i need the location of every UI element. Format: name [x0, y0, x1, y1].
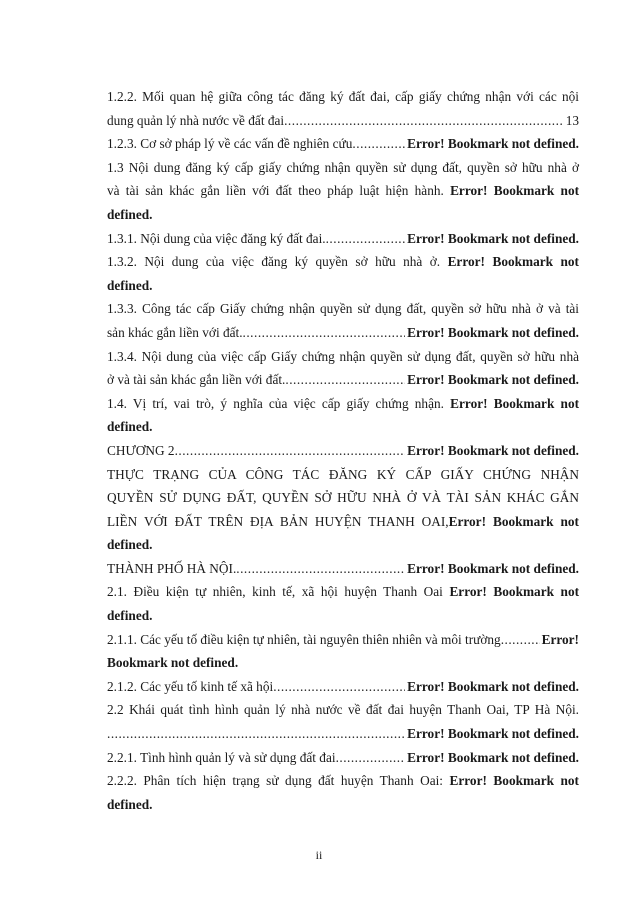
dot-leader — [243, 321, 406, 345]
toc-error-text: Bookmark — [492, 513, 554, 529]
dot-leader — [284, 109, 564, 133]
toc-error-text: defined. — [107, 537, 153, 553]
dot-leader — [501, 628, 540, 652]
dot-leader — [352, 132, 405, 156]
toc-error-text: defined. — [107, 608, 153, 624]
toc-entry-1-3-1[interactable] — [107, 227, 579, 251]
toc-entry-line: 1.3.2. Nội dung của việc đăng ký quyền sở hữu nhà ở. — [107, 254, 441, 270]
toc-entry-1-3-4[interactable] — [107, 345, 579, 392]
page-number: ii — [315, 848, 323, 862]
toc-entry-line: dung quản lý nhà nước về đất đai — [107, 112, 285, 128]
dot-leader — [107, 722, 405, 746]
toc-entry-chapter-2-title[interactable] — [107, 463, 579, 557]
toc-entry-line: 1.2.2. Mối quan hệ giữa công tác đăng ký đất đai, cấp giấy chứng nhận với các nội — [107, 89, 579, 104]
table-of-contents — [107, 85, 579, 816]
toc-error-text: Error! — [448, 513, 487, 529]
dot-leader — [175, 439, 406, 463]
toc-error-text: Error! Bookmark not defined. — [407, 324, 579, 340]
toc-error-text: not — [560, 183, 580, 199]
toc-error-text: Bookmark — [493, 183, 555, 199]
toc-error-text: defined. — [107, 206, 153, 222]
toc-error-text: Error! Bookmark not defined. — [407, 442, 579, 458]
dot-leader — [336, 746, 406, 770]
toc-entry-2-2[interactable] — [107, 698, 579, 745]
toc-error-text: Error! Bookmark not defined. — [407, 678, 579, 694]
toc-entry-1-2-2[interactable] — [107, 85, 579, 132]
toc-entry-2-1-2[interactable] — [107, 675, 579, 699]
toc-entry-line: và tài sản khác gắn liền với đất theo pháp luật hiện hành. — [107, 183, 444, 199]
toc-entry-line: 2.1. Điều kiện tự nhiên, kinh tế, xã hội huyện Thanh Oai — [107, 584, 443, 600]
toc-entry-chuong-2[interactable] — [107, 439, 579, 463]
toc-entry-line: ở và tài sản khác gắn liền với đất. — [107, 372, 286, 388]
toc-entry-line: 1.3.4. Nội dung của việc cấp Giấy chứng nhận quyền sử dụng đất, quyền sở hữu nhà — [107, 348, 579, 364]
toc-error-text: defined. — [107, 419, 153, 435]
toc-entry-2-1[interactable] — [107, 580, 579, 627]
toc-entry-line: 2.2.2. Phân tích hiện trạng sử dụng đất huyện Thanh Oai: — [107, 773, 443, 789]
toc-entry-1-4[interactable] — [107, 392, 579, 439]
toc-entry-title: THÀNH PHỐ HÀ NỘI. — [107, 560, 237, 576]
toc-error-text: not — [560, 395, 580, 411]
toc-error-text: Bookmark — [493, 773, 555, 789]
toc-entry-line: 2.2 Khái quát tình hình quản lý nhà nước về đất đai huyện Thanh Oai, TP Hà Nội. — [107, 702, 579, 718]
toc-entry-line: 1.4. Vị trí, vai trò, ý nghĩa của việc cấp giấy chứng nhận. — [107, 395, 444, 411]
toc-error-text: not — [560, 513, 579, 529]
dot-leader — [273, 675, 405, 699]
toc-error-text: Error! — [450, 183, 488, 199]
toc-entry-title: 1.2.3. Cơ sở pháp lý về các vấn đề nghiên cứu — [107, 136, 353, 152]
toc-error-text: Error! Bookmark not defined. — [407, 230, 579, 246]
toc-error-text: Error! — [449, 773, 487, 789]
toc-error-text: Error! — [450, 395, 488, 411]
toc-entry-1-3-3[interactable] — [107, 297, 579, 344]
toc-entry-1-3[interactable] — [107, 156, 579, 227]
toc-entry-line: 2.1.1. Các yếu tố điều kiện tự nhiên, tài nguyên thiên nhiên và môi trường — [107, 631, 501, 647]
toc-entry-title: CHƯƠNG 2 — [107, 442, 175, 458]
toc-entry-line: 1.3.3. Công tác cấp Giấy chứng nhận quyền sử dụng đất, quyền sở hữu nhà ở và tài — [107, 301, 579, 317]
toc-error-text: Bookmark not defined. — [107, 655, 239, 671]
dot-leader — [326, 227, 406, 251]
toc-error-text: not — [560, 773, 579, 789]
toc-error-text: not — [560, 584, 580, 600]
toc-error-text: not — [560, 254, 579, 270]
toc-entry-title: 2.1.2. Các yếu tố kinh tế xã hội — [107, 678, 274, 694]
toc-error-text: Error! Bookmark not defined. — [407, 726, 579, 742]
toc-entry-line: sản khác gắn liền với đất. — [107, 324, 243, 340]
toc-entry-2-2-2[interactable] — [107, 769, 579, 816]
toc-error-text: Error! Bookmark not defined. — [407, 749, 579, 765]
toc-error-text: defined. — [107, 277, 153, 293]
toc-error-text: Error! — [449, 584, 487, 600]
toc-error-text: Error! Bookmark not defined. — [407, 136, 579, 152]
toc-entry-line: THỰC TRẠNG CỦA CÔNG TÁC ĐĂNG KÝ CẤP GIẤY CHỨNG NHẬN — [107, 466, 579, 482]
toc-entry-line: QUYỀN SỬ DỤNG ĐẤT, QUYỀN SỞ HỮU NHÀ Ở VÀ TÀI SẢN KHÁC GẮN — [107, 490, 579, 506]
toc-error-text: Bookmark — [492, 254, 554, 270]
toc-page-number: 13 — [565, 112, 579, 128]
toc-error-text: Bookmark — [493, 584, 554, 600]
toc-entry-line: LIỀN VỚI ĐẤT TRÊN ĐỊA BẢN HUYỆN THANH OAI, — [107, 513, 449, 529]
toc-entry-line: 1.3 Nội dung đăng ký cấp giấy chứng nhận quyền sử dụng đất, quyền sở hữu nhà ở — [107, 159, 579, 175]
toc-entry-1-2-3[interactable] — [107, 132, 579, 156]
dot-leader — [285, 368, 405, 392]
toc-error-text: Bookmark — [493, 395, 555, 411]
toc-entry-2-1-1[interactable] — [107, 628, 579, 675]
toc-error-text: Error! — [447, 254, 485, 270]
toc-error-text: Error! — [541, 631, 579, 647]
toc-error-text: Error! Bookmark not defined. — [407, 372, 579, 388]
toc-error-text: defined. — [107, 796, 153, 812]
toc-entry-title: 2.2.1. Tình hình quản lý và sử dụng đất đai — [107, 749, 336, 765]
toc-error-text: Error! Bookmark not defined. — [407, 560, 579, 576]
dot-leader — [236, 557, 405, 581]
toc-entry-2-2-1[interactable] — [107, 746, 579, 770]
toc-entry-thanh-pho-ha-noi[interactable] — [107, 557, 579, 581]
toc-entry-title: 1.3.1. Nội dung của việc đăng ký đất đai. — [107, 230, 326, 246]
toc-entry-1-3-2[interactable] — [107, 250, 579, 297]
